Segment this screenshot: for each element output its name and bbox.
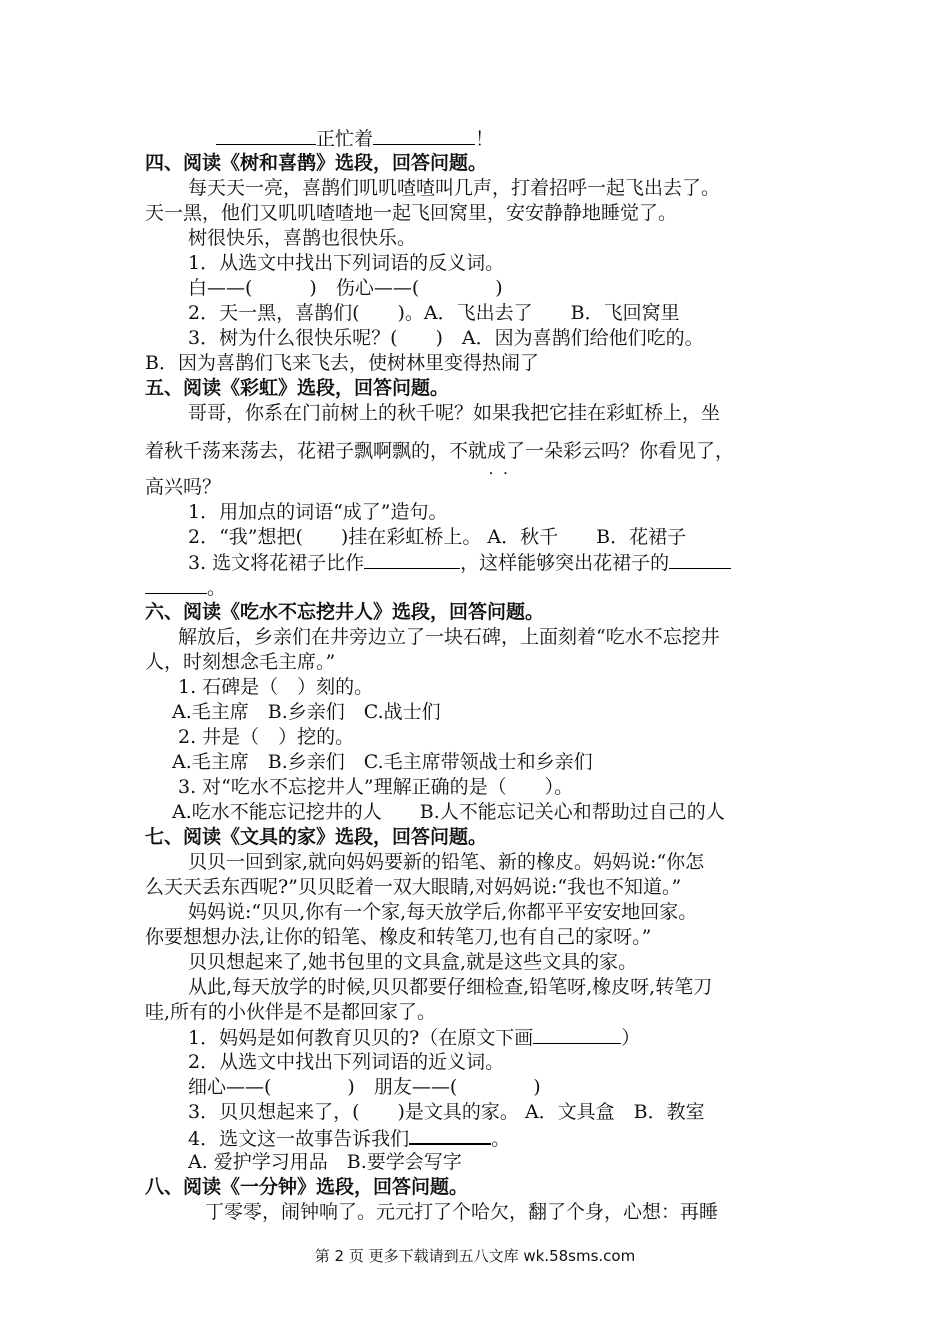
paragraph-line — [145, 439, 734, 463]
text: ） — [621, 1027, 641, 1049]
question-option: B．因为喜鹊们飞来飞去，使树林里变得热闹了 — [145, 352, 539, 374]
text: 3. 选文将花裙子比作 — [188, 552, 365, 574]
paragraph-line: 哇,所有的小伙伴是不是都回家了。 — [145, 1001, 437, 1023]
page-footer: 第 2 页 更多下载请到五八文库 wk.58sms.com — [314, 1247, 636, 1265]
question-options: A.吃水不能忘记挖井的人 B.人不能忘记关心和帮助过自己的人 — [172, 801, 725, 823]
paragraph-line: 妈妈说:“贝贝,你有一个家,每天放学后,你都平平安安地回家。 — [188, 901, 698, 923]
paragraph-line: 贝贝一回到家,就向妈妈要新的铅笔、新的橡皮。妈妈说:“你怎 — [188, 851, 705, 873]
question: 1．用加点的词语“成了”造句。 — [188, 501, 448, 523]
question: 3. 对“吃水不忘挖井人”理解正确的是（ ）。 — [178, 776, 574, 798]
text: 4．选文这一故事告诉我们 — [188, 1128, 410, 1150]
text: 。 — [491, 1128, 511, 1150]
emphasized-word: 成了 • • — [487, 440, 525, 462]
section-title-4: 四、阅读《树和喜鹊》选段，回答问题。 — [145, 152, 488, 174]
text: 着秋千荡来荡去，花裙子飘啊飘的，不就 — [145, 440, 488, 462]
blank-line — [216, 126, 316, 145]
text: ！ — [475, 128, 495, 150]
section-title-6: 六、阅读《吃水不忘挖井人》选段，回答问题。 — [145, 601, 545, 623]
question-options: A.毛主席 B.乡亲们 C.战士们 — [172, 701, 441, 723]
blank-line — [669, 550, 731, 569]
question-answer-blanks: 白——( ) 伤心——( ) — [188, 277, 503, 299]
text: ，这样能够突出花裙子的 — [460, 552, 670, 574]
question-continued — [145, 575, 226, 600]
text: 一朵彩云吗？你看见了， — [525, 440, 735, 462]
section-title-7: 七、阅读《文具的家》选段，回答问题。 — [145, 826, 488, 848]
paragraph-line: 天一黑，他们又叽叽喳喳地一起飞回窝里，安安静静地睡觉了。 — [145, 202, 678, 224]
question: 2. 井是（ ）挖的。 — [178, 726, 355, 748]
paragraph-line: 每天天一亮，喜鹊们叽叽喳喳叫几声，打着招呼一起飞出去了。 — [188, 177, 721, 199]
question — [188, 550, 731, 575]
section-title-5: 五、阅读《彩虹》选段，回答问题。 — [145, 377, 450, 399]
paragraph-line: 树很快乐，喜鹊也很快乐。 — [188, 227, 417, 249]
paragraph-line: 从此,每天放学的时候,贝贝都要仔细检查,铅笔呀,橡皮呀,转笔刀 — [188, 976, 713, 998]
blank-line — [533, 1025, 621, 1044]
section-title-8: 八、阅读《一分钟》选段，回答问题。 — [145, 1176, 469, 1198]
question: 3．树为什么很快乐呢？( ) A．因为喜鹊们给他们吃的。 — [188, 327, 704, 349]
blank-line — [364, 550, 460, 569]
question — [188, 1125, 510, 1151]
question: 2．“我”想把( )挂在彩虹桥上。 A．秋千 B．花裙子 — [188, 526, 687, 548]
paragraph-line: 哥哥，你系在门前树上的秋千呢？如果我把它挂在彩虹桥上，坐 — [188, 402, 721, 424]
blank-line — [409, 1125, 491, 1145]
question: 2．天一黑，喜鹊们( )。A．飞出去了 B．飞回窝里 — [188, 302, 680, 324]
paragraph-line: 解放后，乡亲们在井旁边立了一块石碑，上面刻着“吃水不忘挖井 — [178, 626, 720, 648]
paragraph-line: 高兴吗？ — [145, 476, 222, 498]
question: 3．贝贝想起来了，( )是文具的家。 A．文具盒 B．教室 — [188, 1101, 705, 1123]
text: 1．妈妈是如何教育贝贝的?（在原文下画 — [188, 1027, 534, 1049]
text: 正忙着 — [316, 128, 374, 150]
paragraph-line: 贝贝想起来了,她书包里的文具盒,就是这些文具的家。 — [188, 951, 638, 973]
paragraph-line: 人，时刻想念毛主席。” — [145, 651, 336, 673]
paragraph-line: 丁零零，闹钟响了。元元打了个哈欠，翻了个身，心想：再睡 — [205, 1201, 719, 1223]
question-options: A. 爱护学习用品 B.要学会写字 — [188, 1151, 462, 1173]
paragraph-line: 么天天丢东西呢?”贝贝眨着一双大眼睛,对妈妈说:“我也不知道。” — [145, 876, 682, 898]
question: 1. 石碑是（ ）刻的。 — [178, 676, 374, 698]
question — [188, 1025, 640, 1050]
fill-in-line — [216, 126, 494, 151]
blank-line — [145, 575, 207, 594]
question-options: A.毛主席 B.乡亲们 C.毛主席带领战士和乡亲们 — [172, 751, 593, 773]
blank-line — [373, 126, 475, 145]
paragraph-line: 你要想想办法,让你的铅笔、橡皮和转笔刀,也有自己的家呀。” — [145, 926, 652, 948]
question-answer-blanks: 细心——( ) 朋友——( ) — [188, 1076, 541, 1098]
text: 。 — [207, 577, 227, 599]
question: 2．从选文中找出下列词语的近义词。 — [188, 1051, 505, 1073]
question: 1．从选文中找出下列词语的反义词。 — [188, 252, 505, 274]
